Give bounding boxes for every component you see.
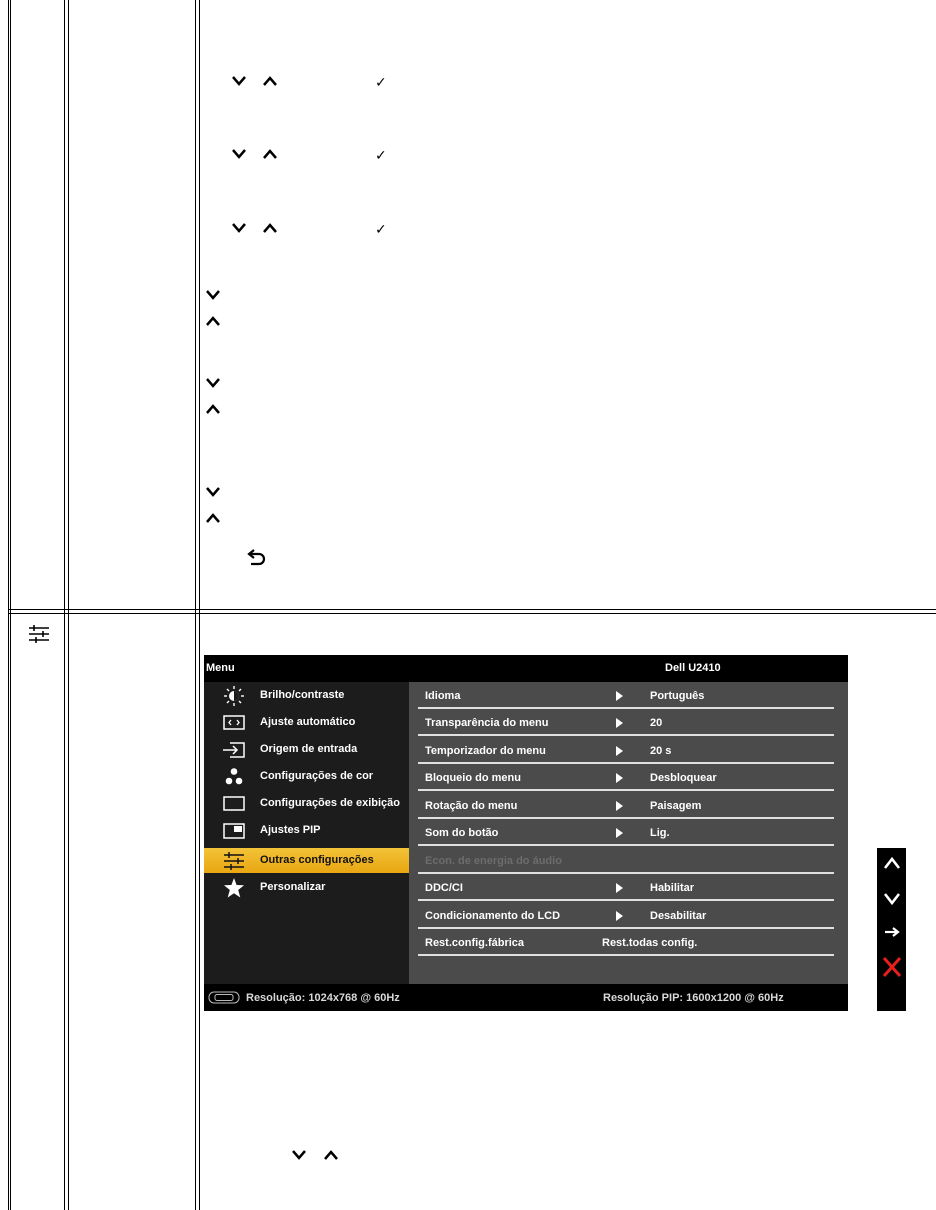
down-arrow-icon bbox=[205, 289, 221, 301]
option-value: Lig. bbox=[650, 827, 670, 839]
row-divider bbox=[8, 609, 936, 610]
triangle-right-icon bbox=[616, 828, 623, 838]
other-settings-icon bbox=[28, 625, 50, 643]
back-icon bbox=[245, 548, 267, 568]
option-value: Desabilitar bbox=[650, 910, 707, 922]
osd-option-audio-power-save bbox=[409, 847, 834, 874]
option-label: Temporizador do menu bbox=[425, 745, 546, 757]
osd-menu-item-label: Ajuste automático bbox=[260, 716, 356, 728]
osd-menu-item-other-settings[interactable] bbox=[204, 848, 409, 873]
osd-menu-item-color-settings[interactable] bbox=[204, 764, 409, 789]
checkmark-icon: ✓ bbox=[375, 222, 387, 238]
triangle-right-icon bbox=[616, 801, 623, 811]
down-arrow-icon bbox=[231, 148, 247, 160]
osd-menu-item-label: Origem de entrada bbox=[260, 743, 358, 755]
option-label: Transparência do menu bbox=[425, 717, 549, 729]
row-separator bbox=[418, 734, 834, 736]
table-border-left bbox=[8, 0, 9, 1210]
osd-menu-item-label: Personalizar bbox=[260, 881, 326, 893]
option-label: Rest.config.fábrica bbox=[425, 937, 525, 949]
up-arrow-icon bbox=[205, 315, 221, 327]
osd-option-menu-lock[interactable] bbox=[409, 764, 834, 791]
osd-menu-item-label: Outras configurações bbox=[260, 854, 374, 866]
col-divider-2b bbox=[199, 0, 200, 1210]
triangle-right-icon bbox=[616, 883, 623, 893]
osd-menu-item-auto-adjust[interactable] bbox=[204, 710, 409, 735]
up-arrow-icon bbox=[205, 512, 221, 524]
option-value: Português bbox=[650, 690, 705, 702]
osd-option-ddc-ci[interactable] bbox=[409, 874, 834, 901]
osd-option-menu-rotation[interactable] bbox=[409, 792, 834, 819]
down-arrow-icon bbox=[291, 1149, 307, 1161]
up-arrow-icon bbox=[262, 148, 278, 160]
right-arrow-icon[interactable] bbox=[884, 926, 900, 938]
option-value: Desbloquear bbox=[650, 772, 717, 784]
osd-menu-item-display-settings[interactable] bbox=[204, 791, 409, 816]
osd-option-language[interactable] bbox=[409, 682, 834, 709]
option-label: DDC/CI bbox=[425, 882, 463, 894]
osd-option-button-sound[interactable] bbox=[409, 819, 834, 846]
row-separator bbox=[418, 954, 834, 956]
vga-connector-icon bbox=[208, 991, 240, 1004]
triangle-right-icon bbox=[616, 746, 623, 756]
osd-menu-item-input-source[interactable] bbox=[204, 737, 409, 762]
option-value: Paisagem bbox=[650, 800, 702, 812]
up-arrow-icon bbox=[323, 1149, 339, 1161]
osd-model-name: Dell U2410 bbox=[665, 662, 721, 674]
down-arrow-icon bbox=[231, 75, 247, 87]
down-arrow-icon bbox=[205, 377, 221, 389]
osd-menu-item-personalize[interactable] bbox=[204, 875, 409, 900]
osd-main-menu bbox=[204, 682, 409, 984]
checkmark-icon: ✓ bbox=[375, 75, 387, 91]
down-arrow-icon[interactable] bbox=[883, 892, 901, 906]
option-value: Rest.todas config. bbox=[602, 937, 698, 949]
triangle-right-icon bbox=[616, 773, 623, 783]
option-label: Som do botão bbox=[425, 827, 499, 839]
table-border-left-inner bbox=[10, 0, 11, 1210]
row-divider-b bbox=[8, 613, 936, 614]
osd-menu-item-label: Configurações de exibição bbox=[260, 797, 400, 809]
col-divider-1 bbox=[64, 0, 65, 1210]
osd-bottom-bar bbox=[204, 984, 848, 1011]
row-separator bbox=[418, 844, 834, 846]
option-value: 20 s bbox=[650, 745, 672, 757]
osd-menu-title: Menu bbox=[206, 662, 235, 674]
osd-menu-item-label: Configurações de cor bbox=[260, 770, 374, 782]
option-value: 20 bbox=[650, 717, 663, 729]
input-source-icon bbox=[222, 740, 246, 760]
osd-option-lcd-conditioning[interactable] bbox=[409, 902, 834, 929]
pip-icon bbox=[222, 821, 246, 841]
col-divider-2 bbox=[195, 0, 196, 1210]
row-separator bbox=[418, 789, 834, 791]
triangle-right-icon bbox=[616, 911, 623, 921]
osd-resolution: Resolução: 1024x768 @ 60Hz bbox=[246, 992, 400, 1004]
osd-option-menu-transparency[interactable] bbox=[409, 709, 834, 736]
osd-menu-item-pip[interactable] bbox=[204, 818, 409, 843]
row-separator bbox=[418, 899, 834, 901]
display-settings-icon bbox=[222, 794, 246, 814]
up-arrow-icon bbox=[205, 403, 221, 415]
option-label: Rotação do menu bbox=[425, 800, 518, 812]
osd-menu-item-label: Brilho/contraste bbox=[260, 689, 345, 701]
option-label: Bloqueio do menu bbox=[425, 772, 521, 784]
osd-top-bar bbox=[204, 655, 848, 682]
osd-menu-item-brightness-contrast[interactable] bbox=[204, 683, 409, 708]
checkmark-icon: ✓ bbox=[375, 148, 387, 164]
osd-submenu bbox=[409, 682, 848, 984]
osd-menu-item-label: Ajustes PIP bbox=[260, 824, 321, 836]
col-divider-1b bbox=[68, 0, 69, 1210]
option-value: Habilitar bbox=[650, 882, 695, 894]
auto-adjust-icon bbox=[222, 713, 246, 733]
other-settings-icon bbox=[222, 851, 246, 871]
osd-option-factory-reset[interactable] bbox=[409, 929, 834, 956]
up-arrow-icon bbox=[262, 75, 278, 87]
monitor-button-bar bbox=[877, 848, 906, 1011]
close-icon[interactable] bbox=[882, 956, 902, 978]
brightness-icon bbox=[222, 686, 246, 706]
osd-menu-screenshot bbox=[204, 655, 848, 1011]
osd-pip-resolution: Resolução PIP: 1600x1200 @ 60Hz bbox=[603, 992, 784, 1004]
osd-option-menu-timer[interactable] bbox=[409, 737, 834, 764]
down-arrow-icon bbox=[231, 222, 247, 234]
triangle-right-icon bbox=[616, 718, 623, 728]
option-label: Condicionamento do LCD bbox=[425, 910, 561, 922]
triangle-right-icon bbox=[616, 691, 623, 701]
up-arrow-icon[interactable] bbox=[883, 856, 901, 870]
color-settings-icon bbox=[222, 767, 246, 787]
option-label: Idioma bbox=[425, 690, 461, 702]
option-label: Econ. de energia do áudio bbox=[425, 855, 562, 867]
star-icon bbox=[222, 878, 246, 898]
down-arrow-icon bbox=[205, 486, 221, 498]
up-arrow-icon bbox=[262, 222, 278, 234]
